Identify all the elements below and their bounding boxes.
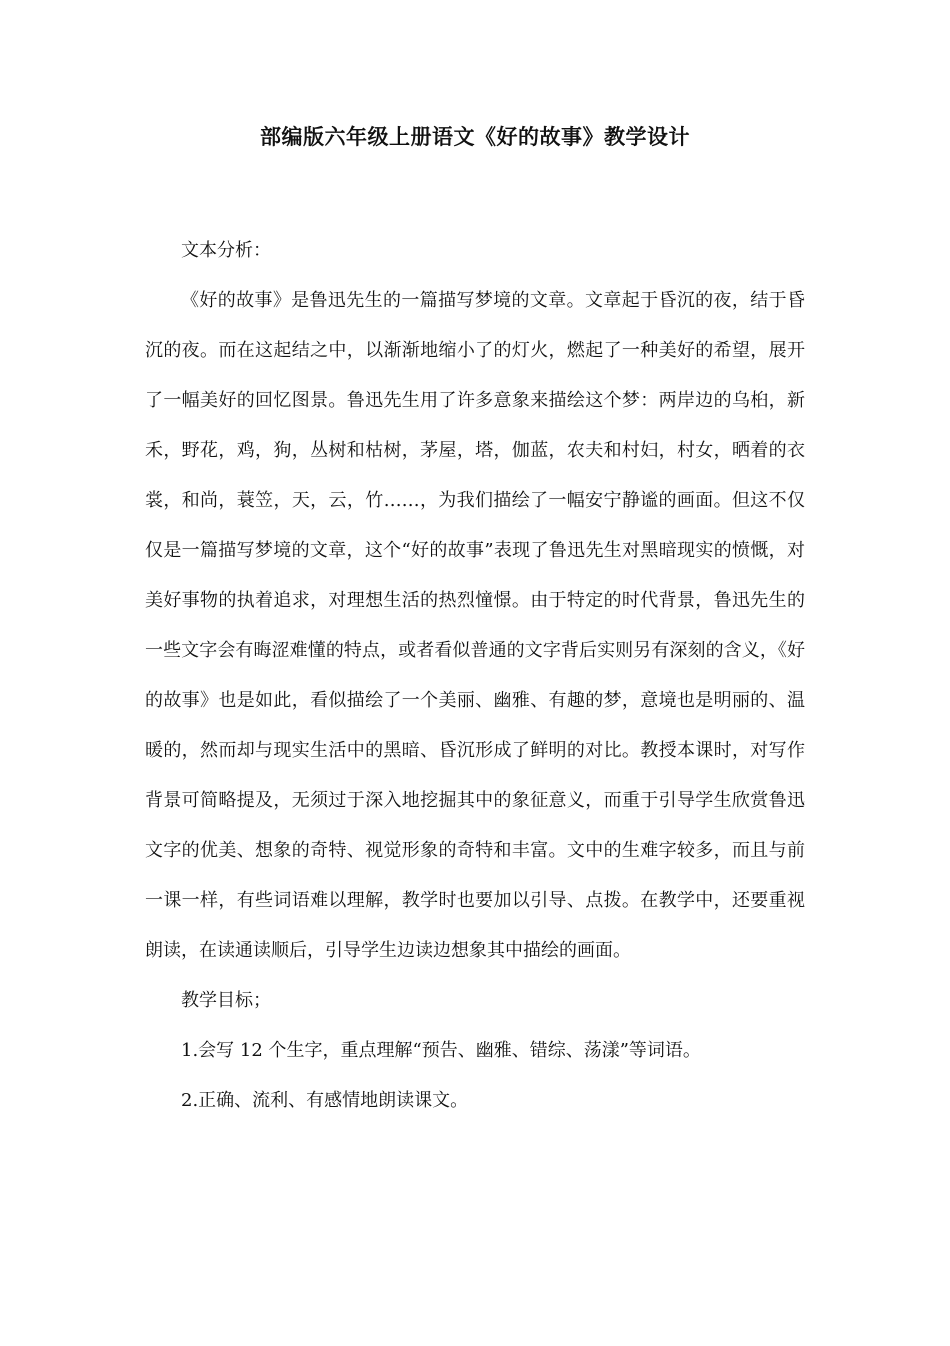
text-analysis-paragraph: 《好的故事》是鲁迅先生的一篇描写梦境的文章。文章起于昏沉的夜，结于昏沉的夜。而在这起结之中，以渐渐地缩小了的灯火，燃起了一种美好的希望，展开了一幅美好的回忆图景。鲁迅先生用了许多意象来描绘这个梦：两岸边的乌桕，新禾，野花，鸡，狗，丛树和枯树，茅屋，塔，伽蓝，农夫和村妇，村女，晒着的衣裳，和尚，蓑笠，天，云，竹……，为我们描绘了一幅安宁静谧的画面。但这不仅仅是一篇描写梦境的文章，这个“好的故事”表现了鲁迅先生对黑暗现实的愤慨，对美好事物的执着追求，对理想生活的热烈憧憬。由于特定的时代背景，鲁迅先生的一些文字会有晦涩难懂的特点，或者看似普通的文字背后实则另有深刻的含义，《好的故事》也是如此，看似描绘了一个美丽、幽雅、有趣的梦，意境也是明丽的、温暖的，然而却与现实生活中的黑暗、昏沉形成了鲜明的对比。教授本课时，对写作背景可简略提及，无须过于深入地挖掘其中的象征意义，而重于引导学生欣赏鲁迅文字的优美、想象的奇特、视觉形象的奇特和丰富。文中的生难字较多，而且与前一课一样，有些词语难以理解，教学时也要加以引导、点拨。在教学中，还要重视朗读，在读通读顺后，引导学生边读边想象其中描绘的画面。 — [145, 290, 805, 961]
teaching-goal-item-2: 2.正确、流利、有感情地朗读课文。 — [181, 1090, 469, 1111]
document-title: 部编版六年级上册语文《好的故事》教学设计 — [260, 125, 690, 149]
document-body — [145, 226, 805, 1126]
section-heading-teaching-goals: 教学目标； — [181, 990, 271, 1011]
section-heading-text-analysis: 文本分析： — [181, 240, 271, 261]
teaching-goal-item-1: 1.会写 12 个生字，重点理解“预告、幽雅、错综、荡漾”等词语。 — [181, 1040, 701, 1061]
